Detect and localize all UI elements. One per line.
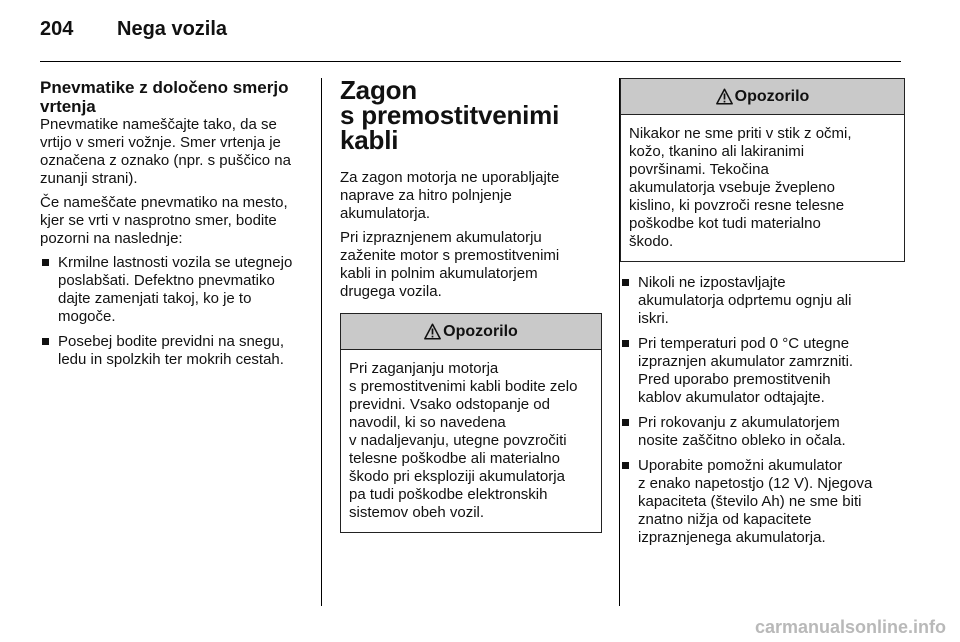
warning-header [341, 314, 601, 350]
section-heading [340, 75, 602, 155]
list-item-text: Pri rokovanju z akumulatorjem nosite zaščitno obleko in očala. [638, 414, 846, 449]
list-item [40, 333, 305, 369]
warning-box [620, 78, 905, 262]
list-item-text: Krmilne lastnosti vozila se utegnejo poslabšati. Defektno pnevmatiko dajte zamenjati takoj, ko je to mogoče. [58, 254, 293, 325]
warning-text: Nikakor ne sme priti v stik z očmi, kožo, tkanino ali lakiranimi površinami. Tekočina akumulatorja vsebuje žvepleno kislino, ki povzroči resne telesne poškodbe kot tudi materialno škodo. [629, 125, 852, 250]
column-divider-left [321, 78, 322, 606]
column-battery-safety [620, 78, 905, 554]
warning-title: Opozorilo [443, 322, 518, 340]
list-item [620, 457, 905, 547]
list-item [620, 414, 905, 450]
bullet-list [40, 254, 305, 369]
section-heading-line: s premostitvenimi kabli [340, 100, 560, 155]
paragraph: Pnevmatike nameščajte tako, da se vrtijo v smeri vožnje. Smer vrtenja je označena z oznako (npr. s puščico na zunanji strani). [40, 116, 291, 187]
warning-box [340, 313, 602, 533]
list-item [620, 335, 905, 407]
warning-text: Pri zaganjanju motorja s premostitvenimi kabli bodite zelo previdni. Vsako odstopanje od navodil, ki so navedena v nadaljevanju, utegne povzročiti telesne poškodbe ali materialno škodo pri eksploziji akumulatorja pa tudi poškodbe elektronskih sistemov obeh vozil. [349, 360, 578, 521]
paragraph: Če nameščate pnevmatiko na mesto, kjer se vrti v nasprotno smer, bodite pozorni na naslednje: [40, 194, 288, 247]
bullet-square-icon [42, 259, 49, 266]
bullet-square-icon [622, 462, 629, 469]
bullet-square-icon [622, 419, 629, 426]
header-divider [40, 61, 901, 62]
section-subheading: Pnevmatike z določeno smerjo vrtenja [40, 78, 289, 116]
list-item-text: Nikoli ne izpostavljajte akumulatorja odprtemu ognju ali iskri. [638, 274, 852, 327]
warning-title: Opozorilo [734, 87, 810, 105]
column-jump-start [340, 75, 602, 533]
watermark: carmanualsonline.info [754, 617, 946, 637]
list-item [620, 274, 905, 328]
bullet-square-icon [622, 279, 629, 286]
paragraph: Pri izpraznjenem akumulatorju zaženite motor s premostitvenimi kabli in polnim akumulatorjem drugega vozila. [340, 229, 560, 300]
list-item-text: Pri temperaturi pod 0 °C utegne izpraznjen akumulator zamrzniti. Pred uporabo premostitvenih kablov akumulator odtajajte. [638, 335, 854, 406]
list-item [40, 254, 305, 326]
bullet-list [620, 274, 905, 547]
chapter-title: Nega vozila [117, 18, 228, 40]
warning-triangle-icon [424, 323, 441, 340]
warning-header [621, 79, 904, 115]
paragraph: Za zagon motorja ne uporabljajte naprave za hitro polnjenje akumulatorja. [340, 169, 560, 222]
column-tires [40, 78, 305, 376]
bullet-square-icon [42, 338, 49, 345]
list-item-text: Posebej bodite previdni na snegu, ledu in spolzkih ter mokrih cestah. [58, 333, 284, 368]
list-item-text: Uporabite pomožni akumulator z enako napetostjo (12 V). Njegova kapaciteta (število Ah) ne sme biti znatno nižja od kapacitete izpraznjenega akumulatorja. [638, 457, 873, 546]
page-number: 204 [40, 18, 74, 40]
section-heading-line: Zagon [340, 75, 417, 105]
bullet-square-icon [622, 340, 629, 347]
warning-triangle-icon [716, 88, 733, 105]
